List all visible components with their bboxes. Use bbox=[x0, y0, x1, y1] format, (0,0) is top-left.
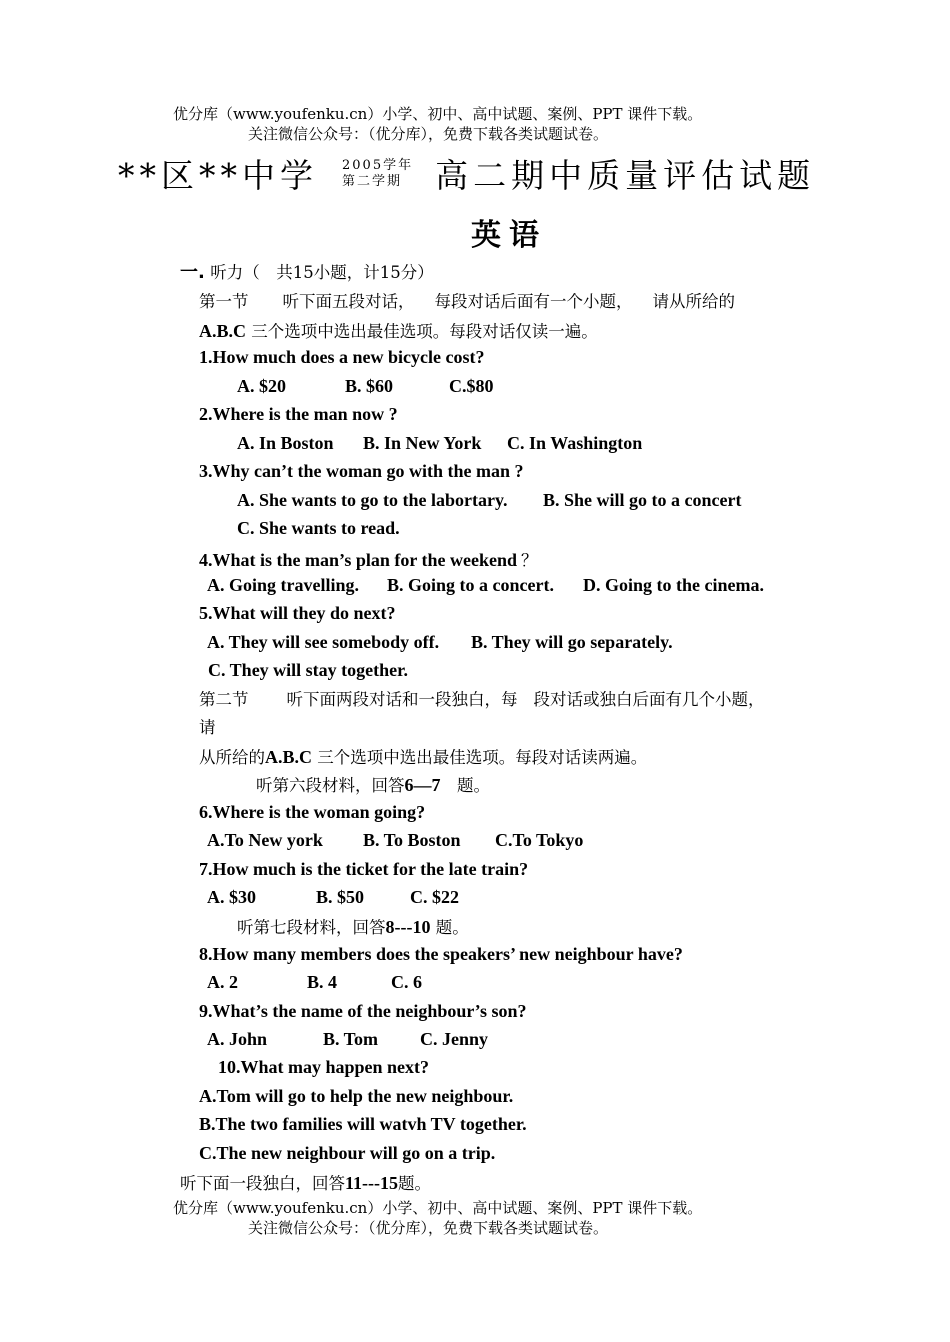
header-line-2: 关注微信公众号：（优分库），免费下载各类试题试卷。 bbox=[248, 125, 609, 143]
question-2: 2.Where is the man now ? bbox=[199, 404, 398, 424]
q2-option-a: A. In Boston bbox=[237, 433, 334, 453]
part2-line2-text: 三个选项中选出最佳选项。每段对话读两遍。 bbox=[312, 748, 648, 767]
q9-option-c: C. Jenny bbox=[420, 1029, 489, 1049]
q7-option-a: A. $30 bbox=[207, 887, 256, 907]
material-7-suffix: 题。 bbox=[430, 918, 469, 937]
year-bottom: 第二学期 bbox=[342, 173, 403, 189]
question-9: 9.What’s the name of the neighbour’s son? bbox=[199, 1001, 527, 1021]
part1-instruction bbox=[199, 288, 735, 316]
material-7-prefix: 听第七段材料，回答 bbox=[237, 918, 386, 937]
exam-name: 高二期中质量评估试题 bbox=[435, 156, 816, 195]
section-heading-text: 听力（ 共15小题，计15分） bbox=[210, 263, 434, 282]
q7-option-c: C. $22 bbox=[410, 887, 459, 907]
question-4 bbox=[199, 547, 538, 571]
q6-option-c: C.To Tokyo bbox=[495, 830, 584, 850]
section-heading bbox=[180, 259, 434, 287]
q4-option-a: A. Going travelling. bbox=[207, 575, 359, 595]
part1-instruction-line2-text: 三个选项中选出最佳选项。每段对话仅读一遍。 bbox=[246, 322, 598, 341]
q6-option-a: A.To New york bbox=[207, 830, 323, 850]
q3-option-a: A. She wants to go to the labortary. bbox=[237, 490, 508, 510]
part2-label: 第二节 bbox=[199, 690, 249, 709]
q5-option-a: A. They will see somebody off. bbox=[207, 632, 440, 652]
footer-line-1: 优分库（www.youfenku.cn）小学、初中、高中试题、案例、PPT 课件下载。 bbox=[173, 1199, 703, 1217]
q9-option-b: B. Tom bbox=[323, 1029, 379, 1049]
monologue-prefix: 听下面一段独白，回答 bbox=[180, 1174, 345, 1193]
material-7-instruction bbox=[237, 913, 469, 942]
q2-option-c: C. In Washington bbox=[507, 433, 643, 453]
q1-option-a: A. $20 bbox=[237, 376, 286, 396]
q7-option-b: B. $50 bbox=[316, 887, 365, 907]
question-8: 8.How many members does the speakers’ new neighbour have? bbox=[199, 944, 683, 964]
part1-instruction-a: 听下面五段对话， bbox=[282, 292, 415, 311]
part2-instruction-a: 听下面两段对话和一段独白，每 bbox=[286, 690, 518, 709]
question-10: 10.What may happen next? bbox=[218, 1057, 430, 1077]
material-7-range: 8---10 bbox=[385, 917, 431, 937]
part2-options-abc: A.B.C bbox=[265, 747, 313, 767]
question-4-text: 4.What is the man’s plan for the weekend bbox=[199, 550, 518, 570]
question-1: 1.How much does a new bicycle cost? bbox=[199, 347, 485, 367]
q3-option-b: B. She will go to a concert bbox=[543, 490, 742, 510]
question-4-mark: ？ bbox=[521, 551, 538, 570]
q8-option-c: C. 6 bbox=[391, 972, 422, 992]
q3-option-c: C. She wants to read. bbox=[237, 518, 400, 538]
part2-line2-prefix: 从所给的 bbox=[199, 748, 265, 767]
monologue-suffix: 题。 bbox=[398, 1174, 431, 1193]
q1-option-c: C.$80 bbox=[449, 376, 494, 396]
subject-title: 英语 bbox=[471, 218, 547, 253]
header-line-1: 优分库（www.youfenku.cn）小学、初中、高中试题、案例、PPT 课件下载。 bbox=[173, 105, 703, 123]
material-6-instruction bbox=[256, 771, 490, 800]
q10-option-a: A.Tom will go to help the new neighbour. bbox=[199, 1086, 514, 1106]
part2-instruction-line2 bbox=[199, 743, 647, 772]
school-name: **区**中学 bbox=[118, 156, 318, 195]
q6-option-b: B. To Boston bbox=[363, 830, 461, 850]
q8-option-b: B. 4 bbox=[307, 972, 338, 992]
material-6-suffix: 题。 bbox=[440, 776, 490, 795]
question-7: 7.How much is the ticket for the late train? bbox=[199, 859, 529, 879]
q2-option-b: B. In New York bbox=[363, 433, 482, 453]
academic-year bbox=[342, 158, 413, 190]
q9-option-a: A. John bbox=[207, 1029, 268, 1049]
material-6-prefix: 听第六段材料，回答 bbox=[256, 776, 405, 795]
q10-option-b: B.The two families will watvh TV together. bbox=[199, 1114, 527, 1134]
q4-option-c: D. Going to the cinema. bbox=[583, 575, 764, 595]
q1-option-b: B. $60 bbox=[345, 376, 394, 396]
monologue-range: 11---15 bbox=[345, 1173, 398, 1193]
monologue-instruction bbox=[180, 1169, 431, 1198]
part1-label: 第一节 bbox=[199, 292, 249, 311]
question-5: 5.What will they do next? bbox=[199, 603, 396, 623]
q4-option-b: B. Going to a concert. bbox=[387, 575, 554, 595]
q8-option-a: A. 2 bbox=[207, 972, 238, 992]
part1-instruction-line2 bbox=[199, 317, 598, 346]
options-abc: A.B.C bbox=[199, 321, 247, 341]
exam-title bbox=[118, 150, 815, 197]
year-top: 2005学年 bbox=[342, 157, 414, 173]
section-number: 一. bbox=[180, 262, 205, 283]
part2-instruction bbox=[199, 686, 765, 714]
question-3: 3.Why can’t the woman go with the man ? bbox=[199, 461, 524, 481]
q5-option-b: B. They will go separately. bbox=[471, 632, 673, 652]
part1-instruction-b: 每段对话后面有一个小题， bbox=[434, 292, 633, 311]
part1-instruction-c: 请从所给的 bbox=[652, 292, 735, 311]
q5-option-c: C. They will stay together. bbox=[208, 660, 408, 680]
question-6: 6.Where is the woman going? bbox=[199, 802, 426, 822]
part2-instruction-wrap: 请 bbox=[199, 718, 216, 737]
material-6-range: 6—7 bbox=[404, 775, 441, 795]
q10-option-c: C.The new neighbour will go on a trip. bbox=[199, 1143, 496, 1163]
part2-instruction-b: 段对话或独白后面有几个小题， bbox=[533, 690, 765, 709]
footer-line-2: 关注微信公众号：（优分库），免费下载各类试题试卷。 bbox=[248, 1219, 609, 1237]
